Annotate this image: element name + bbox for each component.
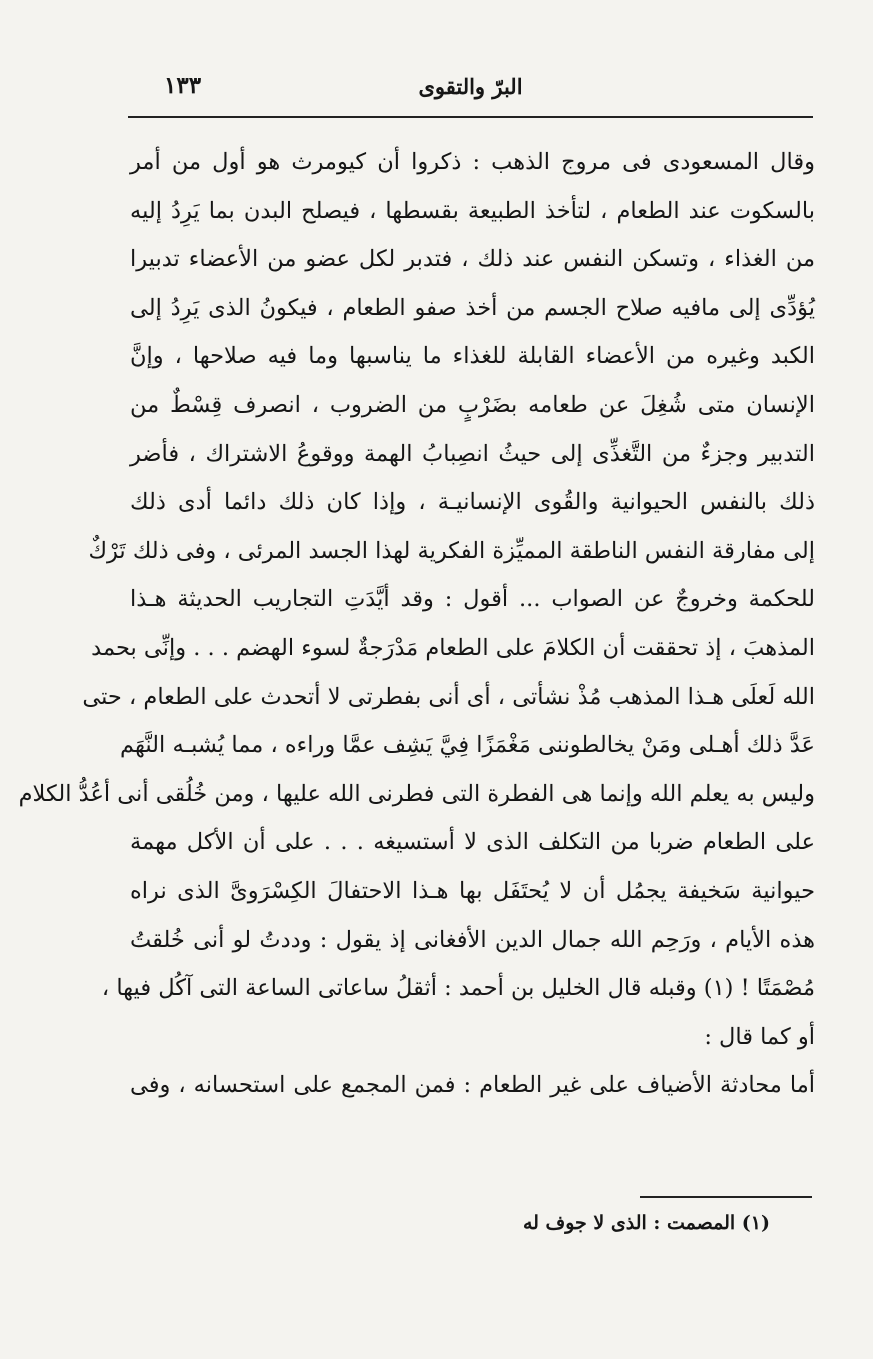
text-line: عَدَّ ذلك أهـلى ومَنْ يخالطوننى مَغْمَزًا فِيَّ يَشِف عمَّا وراءه ، مما يُشبـه النَّهَم [120, 732, 815, 759]
text-line: ذلك بالنفس الحيوانية والقُوى الإنسانيـة ، وإذا كان ذلك دائما أدى ذلك [130, 489, 815, 516]
text-line: بالسكوت عند الطعام ، لتأخذ الطبيعة بقسطها ، فيصلح البدن بما يَرِدُ إليه [130, 197, 815, 224]
text-line: التدبير وجزءٌ من التَّغذِّى إلى حيثُ انصِبابُ الهمة ووقوعُ الاشتراك ، فأضر [130, 440, 815, 467]
text-line: من الغذاء ، وتسكن النفس عند ذلك ، فتدبر لكل عضو من الأعضاء تدبيرا [130, 246, 815, 273]
text-line: حيوانية سَخيفة يجمُل أن لا يُحتَفَل بها هـذا الاحتفالَ الكِسْرَوىَّ الذى نراه [130, 877, 815, 904]
body-text [18, 138, 815, 1110]
text-line: للحكمة وخروجٌ عن الصواب ... أقول : وقد أيَّدَتِ التجاريب الحديثة هـذا [130, 586, 815, 613]
running-title: البرّ والتقوى [418, 74, 523, 99]
footnote-rule [640, 1196, 812, 1198]
text-line: الإنسان متى شُغِلَ عن طعامه بضَرْبٍ من الضروب ، انصرف قِسْطٌ من [130, 391, 815, 418]
text-line: وقال المسعودى فى مروج الذهب : ذكروا أن كيومرث هو أول من أمر [130, 149, 815, 175]
text-line: هذه الأيام ، ورَحِم الله جمال الدين الأفغانى إذ يقول : وددتُ لو أنى خُلقتُ [130, 926, 815, 953]
text-line: الكبد وغيره من الأعضاء القابلة للغذاء ما يناسبها وما فيه صلاحها ، وإنَّ [130, 343, 815, 370]
text-line: أما محادثة الأضياف على غير الطعام : فمن المجمع على استحسانه ، وفى [130, 1072, 815, 1099]
page-header [128, 66, 813, 112]
header-rule [128, 116, 813, 118]
text-line: أو كما قال : [704, 1023, 815, 1050]
footnote: (١) المصمت : الذى لا جوف له [522, 1212, 770, 1234]
text-line: إلى مفارقة النفس الناطقة المميِّزة الفكرية لهذا الجسد المرئى ، وفى ذلك تَرْكٌ [88, 537, 815, 564]
text-line: المذهبَ ، إذ تحققت أن الكلامَ على الطعام مَدْرَجةٌ لسوء الهضم . . . وإنِّى بحمد [91, 634, 815, 661]
text-line: الله لَعلَى هـذا المذهب مُذْ نشأتى ، أى أنى بفطرتى لا أتحدث على الطعام ، حتى [82, 683, 815, 710]
text-line: على الطعام ضربا من التكلف الذى لا أستسيغه . . . على أن الأكل مهمة [130, 829, 815, 856]
page-number: ١٣٣ [164, 72, 202, 99]
text-line: وليس به يعلم الله وإنما هى الفطرة التى فطرنى الله عليها ، ومن خُلُقى أنى أعُدُّ الكلام [18, 780, 815, 807]
text-line: مُصْمَتًا ! (١) وقبله قال الخليل بن أحمد : أثقلُ ساعاتى الساعة التى آكُل فيها ، [101, 975, 815, 1002]
text-line: يُؤدِّى إلى مافيه صلاح الجسم من أخذ صفو الطعام ، فيكونُ الذى يَرِدُ إلى [130, 294, 815, 321]
